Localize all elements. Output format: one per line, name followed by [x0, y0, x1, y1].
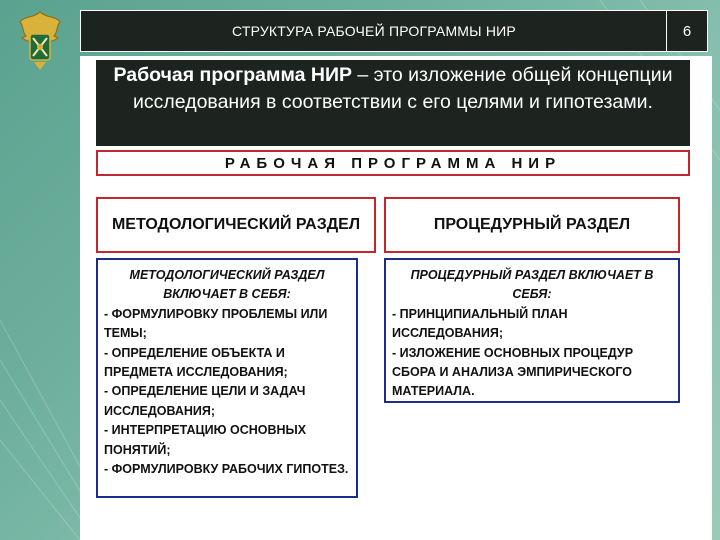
list-item: - ФОРМУЛИРОВКУ РАБОЧИХ ГИПОТЕЗ.: [104, 462, 349, 477]
procedural-box: [384, 258, 680, 403]
methodological-box-title: МЕТОДОЛОГИЧЕСКИЙ РАЗДЕЛ ВКЛЮЧАЕТ В СЕБЯ:: [129, 268, 325, 302]
definition-box: [96, 60, 690, 146]
slide-title-bar: [80, 10, 668, 52]
list-item: - ПРИНЦИПИАЛЬНЫЙ ПЛАН ИССЛЕДОВАНИЯ;: [392, 306, 568, 341]
page-number: 6: [666, 10, 708, 52]
methodological-heading: МЕТОДОЛОГИЧЕСКИЙ РАЗДЕЛ: [96, 197, 376, 253]
methodological-list: [104, 305, 350, 480]
procedural-box-title: ПРОЦЕДУРНЫЙ РАЗДЕЛ ВКЛЮЧАЕТ В СЕБЯ:: [410, 268, 654, 302]
list-item: - ФОРМУЛИРОВКУ ПРОБЛЕМЫ ИЛИ ТЕМЫ;: [104, 306, 328, 341]
list-item: - ИНТЕРПРЕТАЦИЮ ОСНОВНЫХ ПОНЯТИЙ;: [104, 423, 307, 457]
list-item: - ОПРЕДЕЛЕНИЕ ОБЪЕКТА И ПРЕДМЕТА ИССЛЕДОВАНИЯ;: [104, 345, 288, 380]
list-item: - ИЗЛОЖЕНИЕ ОСНОВНЫХ ПРОЦЕДУР СБОРА И АНАЛИЗА ЭМПИРИЧЕСКОГО МАТЕРИАЛА.: [392, 345, 634, 399]
procedural-heading: ПРОЦЕДУРНЫЙ РАЗДЕЛ: [384, 197, 680, 253]
slide-title: СТРУКТУРА РАБОЧЕЙ ПРОГРАММЫ НИР: [232, 23, 516, 39]
coat-of-arms-icon: [14, 8, 66, 74]
program-header: РАБОЧАЯ ПРОГРАММА НИР: [96, 150, 690, 176]
procedural-list: [392, 305, 672, 402]
definition-text: – это изложение общей концепции исследования в соответствии с его целями и гипотезами.: [133, 64, 673, 113]
definition-term: Рабочая программа НИР: [113, 64, 352, 86]
list-item: - ОПРЕДЕЛЕНИЕ ЦЕЛИ И ЗАДАЧ ИССЛЕДОВАНИЯ;: [104, 384, 306, 418]
methodological-box: [96, 258, 358, 498]
